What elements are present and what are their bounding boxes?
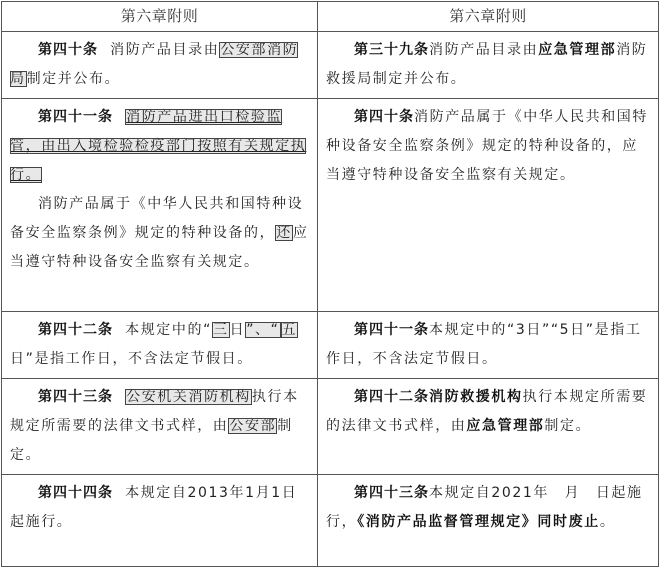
old-article-44 bbox=[2, 475, 318, 567]
highlighted-text: ”、“ bbox=[246, 322, 280, 338]
article-text: 应当遵守特种设备安全监察有关规定。 bbox=[10, 225, 309, 270]
article-text: 执行本规定所需要的法律文书式样，由 bbox=[10, 389, 299, 434]
header-left: 第六章附则 bbox=[2, 2, 318, 32]
article-text: 制定并公布。 bbox=[26, 71, 121, 87]
comparison-table bbox=[1, 1, 659, 567]
old-article-43 bbox=[2, 379, 318, 475]
highlighted-text: 公安部消防局 bbox=[10, 42, 299, 87]
new-article-42 bbox=[318, 379, 659, 475]
old-article-42 bbox=[2, 312, 318, 379]
article-number: 第四十四条 bbox=[38, 485, 113, 501]
article-number: 第四十二条 bbox=[38, 322, 113, 338]
highlighted-text: 公安机关消防机构 bbox=[126, 389, 251, 405]
article-number: 第三十九条 bbox=[354, 42, 429, 58]
article-text: 消防产品属于《中华人民共和国特种设备安全监察条例》规定的特种设备的， bbox=[10, 196, 304, 241]
new-article-41 bbox=[318, 312, 659, 379]
article-number: 第四十三条 bbox=[354, 485, 429, 501]
article-number: 第四十一条 bbox=[38, 109, 113, 125]
table-row bbox=[2, 475, 659, 567]
article-text: 制定。 bbox=[10, 418, 293, 463]
old-article-41 bbox=[2, 99, 318, 312]
table-row bbox=[2, 312, 659, 379]
article-text: 本规定自2013年1月1日起施行。 bbox=[10, 485, 298, 530]
article-text: 消防产品属于《中华人民共和国特种设备安全监察条例》规定的特种设备的，应当遵守特种设备安全监察有关规定。 bbox=[326, 109, 648, 183]
article-text: 。 bbox=[599, 514, 616, 530]
article-text: 制定。 bbox=[544, 418, 592, 434]
article-text: 消防产品目录由 bbox=[110, 42, 220, 58]
new-article-40 bbox=[318, 99, 659, 312]
article-text: 本规定中的“3日”“5日”是指工作日，不含法定节假日。 bbox=[326, 322, 642, 367]
article-number: 第四十一条 bbox=[354, 322, 429, 338]
article-text: 本规定中的“ bbox=[125, 322, 212, 338]
table-row bbox=[2, 32, 659, 99]
highlighted-text: 三 bbox=[212, 322, 229, 338]
bold-text: 消防救援机构 bbox=[429, 389, 523, 405]
highlighted-text: 消防产品进出口检验监管，由出入境检验检疫部门按照有关规定执行。 bbox=[10, 109, 307, 183]
article-number: 第四十三条 bbox=[38, 389, 113, 405]
highlighted-text: 还 bbox=[276, 225, 292, 241]
table-row bbox=[2, 379, 659, 475]
bold-text: 应急管理部 bbox=[466, 418, 545, 434]
bold-text: 《消防产品监督管理规定》同时废止 bbox=[357, 514, 600, 530]
table-row bbox=[2, 99, 659, 312]
highlighted-text: 公安部 bbox=[229, 418, 277, 434]
article-text: 消防救援局制定并公布。 bbox=[326, 42, 648, 87]
article-text: 消防产品目录由 bbox=[429, 42, 539, 58]
article-number: 第四十条 bbox=[38, 42, 98, 58]
article-text: 日 bbox=[229, 322, 246, 338]
bold-text: 应急管理部 bbox=[538, 42, 617, 58]
highlighted-text: 五 bbox=[281, 322, 298, 338]
old-article-40 bbox=[2, 32, 318, 99]
article-text: 日”是指工作日，不含法定节假日。 bbox=[10, 351, 253, 367]
new-article-43 bbox=[318, 475, 659, 567]
article-number: 第四十条 bbox=[354, 109, 414, 125]
header-right: 第六章附则 bbox=[318, 2, 659, 32]
article-number: 第四十二条 bbox=[354, 389, 429, 405]
article-text: 执行本规定所需要的法律文书式样，由 bbox=[326, 389, 648, 434]
article-text: 本规定自2021年 月 日起施行， bbox=[326, 485, 643, 530]
new-article-39 bbox=[318, 32, 659, 99]
table-header-row bbox=[2, 2, 659, 32]
